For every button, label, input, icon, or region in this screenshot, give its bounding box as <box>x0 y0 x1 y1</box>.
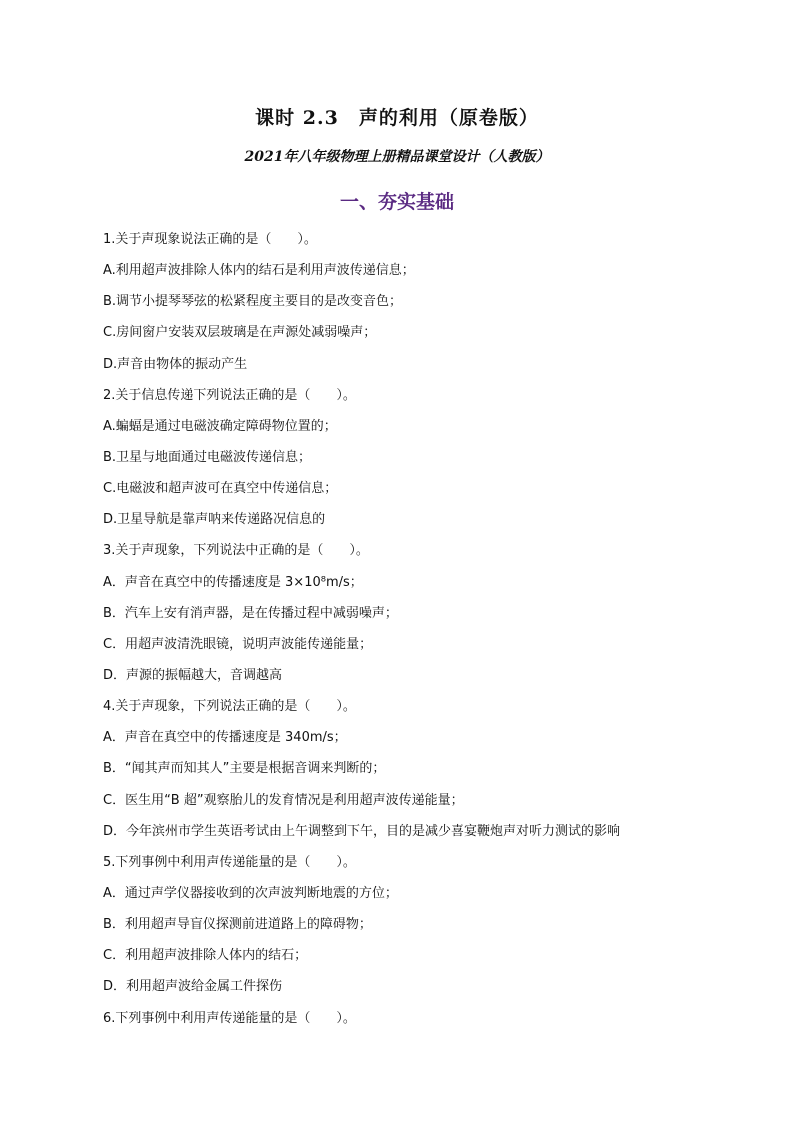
question-1-stem: 1.关于声现象说法正确的是（ ）。 <box>103 232 317 247</box>
question-2-option-c: C.电磁波和超声波可在真空中传递信息； <box>103 481 338 497</box>
question-3-stem: 3.关于声现象，下列说法中正确的是（ ）。 <box>103 543 369 559</box>
question-5-option-b: B．利用超声导盲仪探测前进道路上的障碍物； <box>103 917 372 933</box>
question-list <box>103 224 703 1034</box>
question-1-option-c: C.房间窗户安装双层玻璃是在声源处减弱噪声； <box>103 325 377 341</box>
question-3-option-a: A．声音在真空中的传播速度是 3×10⁸m/s； <box>103 574 363 590</box>
question-4-option-a: A．声音在真空中的传播速度是 340m/s； <box>103 730 347 746</box>
question-6-stem: 6.下列事例中利用声传递能量的是（ ）。 <box>103 1010 356 1026</box>
question-2-option-b: B.卫星与地面通过电磁波传递信息； <box>103 449 312 465</box>
question-2-stem: 2.关于信息传递下列说法正确的是（ ）。 <box>103 387 356 403</box>
question-5-stem: 5.下列事例中利用声传递能量的是（ ）。 <box>103 854 356 870</box>
question-1-option-b: B.调节小提琴琴弦的松紧程度主要目的是改变音色； <box>103 294 403 310</box>
question-3-option-d: D．声源的振幅越大，音调越高 <box>103 667 283 683</box>
section-heading: 一、夯实基础 <box>339 191 454 213</box>
question-5-option-c: C．利用超声波排除人体内的结石； <box>103 948 308 964</box>
question-1-option-d: D.声音由物体的振动产生 <box>103 356 248 372</box>
question-2-option-a: A.蝙蝠是通过电磁波确定障碍物位置的； <box>103 418 337 434</box>
question-4-option-b: B．“闻其声而知其人”主要是根据音调来判断的； <box>103 761 386 777</box>
question-5-option-a: A．通过声学仪器接收到的次声波判断地震的方位； <box>103 885 398 901</box>
question-1-option-a: A.利用超声波排除人体内的结石是利用声波传递信息； <box>103 263 415 279</box>
page-subtitle: 2021年八年级物理上册精品课堂设计（人教版） <box>244 149 550 165</box>
question-3-option-b: B．汽车上安有消声器，是在传播过程中减弱噪声； <box>103 605 398 621</box>
question-4-option-d: D．今年滨州市学生英语考试由上午调整到下午，目的是减少喜宴鞭炮声对听力测试的影响 <box>103 823 621 839</box>
question-2-option-d: D.卫星导航是靠声呐来传递路况信息的 <box>103 512 326 528</box>
question-4-stem: 4.关于声现象，下列说法正确的是（ ）。 <box>103 699 356 715</box>
page-title: 课时 2.3 声的利用（原卷版） <box>255 107 539 129</box>
question-5-option-d: D．利用超声波给金属工件探伤 <box>103 979 283 995</box>
question-4-option-c: C．医生用“B 超”观察胎儿的发育情况是利用超声波传递能量； <box>103 792 464 808</box>
question-3-option-c: C．用超声波清洗眼镜，说明声波能传递能量； <box>103 636 373 652</box>
